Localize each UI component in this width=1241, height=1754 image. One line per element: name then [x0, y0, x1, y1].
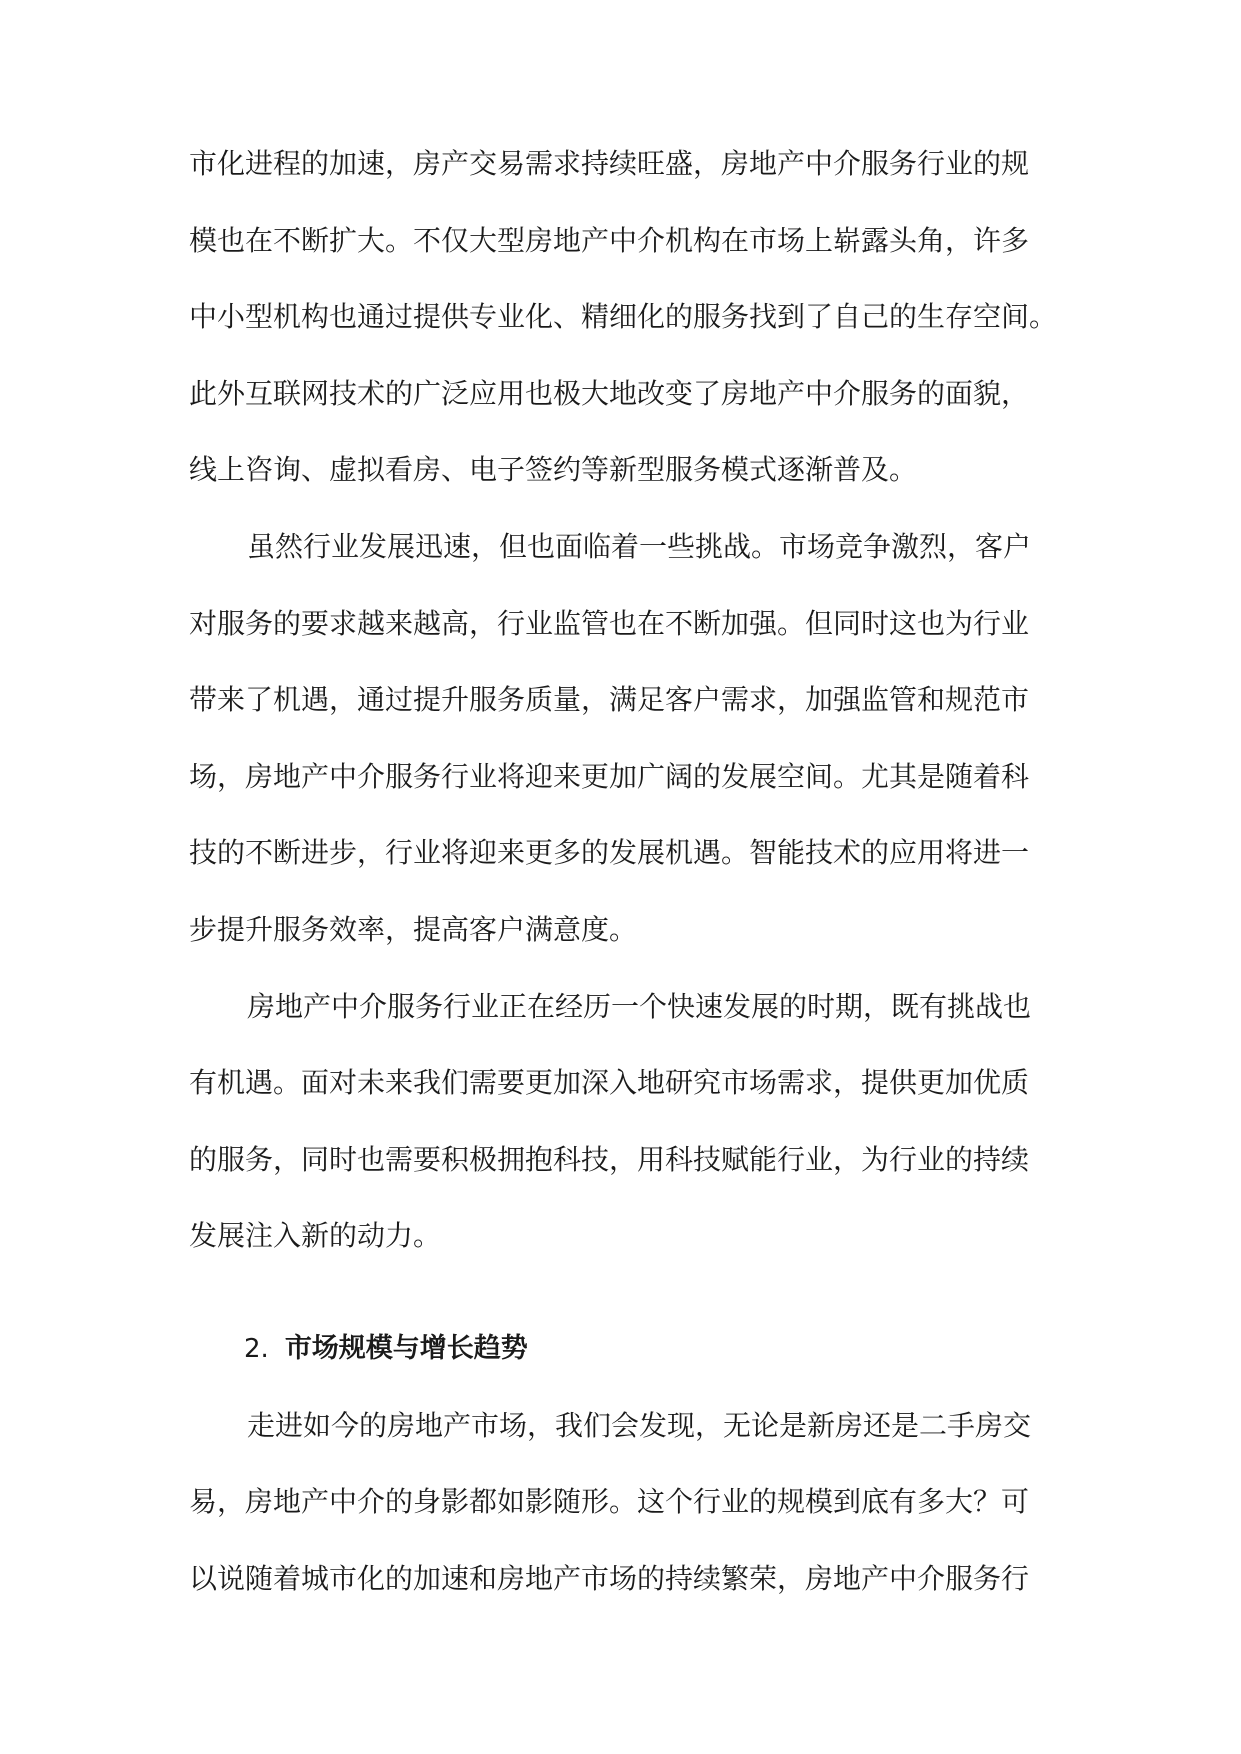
document-body [189, 140, 1059, 1631]
section-paragraph-1 [189, 1402, 1059, 1632]
section-heading [189, 1325, 1059, 1402]
text-line: 中小型机构也通过提供专业化、精细化的服务找到了自己的生存空间。 [189, 300, 1058, 334]
paragraph-1 [189, 140, 1059, 523]
text-line: 的服务，同时也需要积极拥抱科技，用科技赋能行业，为行业的持续 [189, 1142, 1030, 1176]
text-line: 走进如今的房地产市场，我们会发现，无论是新房还是二手房交 [247, 1408, 1032, 1442]
text-line: 虽然行业发展迅速，但也面临着一些挑战。市场竞争激烈，客户 [247, 529, 1032, 563]
text-line: 房地产中介服务行业正在经历一个快速发展的时期，既有挑战也 [247, 989, 1032, 1023]
text-line: 场，房地产中介服务行业将迎来更加广阔的发展空间。尤其是随着科 [189, 759, 1030, 793]
text-line: 以说随着城市化的加速和房地产市场的持续繁荣，房地产中介服务行 [189, 1561, 1030, 1595]
text-line: 此外互联网技术的广泛应用也极大地改变了房地产中介服务的面貌， [189, 376, 1030, 410]
text-line: 市化进程的加速，房产交易需求持续旺盛，房地产中介服务行业的规 [189, 147, 1030, 180]
section-title: 市场规模与增长趋势 [284, 1332, 528, 1364]
paragraph-3 [189, 983, 1059, 1289]
text-line: 步提升服务效率，提高客户满意度。 [189, 912, 638, 946]
text-line: 对服务的要求越来越高，行业监管也在不断加强。但同时这也为行业 [189, 606, 1030, 640]
text-line: 易，房地产中介的身影都如影随形。这个行业的规模到底有多大？可 [189, 1485, 1030, 1519]
text-line: 技的不断进步，行业将迎来更多的发展机遇。智能技术的应用将进一 [189, 836, 1030, 870]
text-line: 发展注入新的动力。 [189, 1219, 442, 1253]
text-line: 有机遇。面对未来我们需要更加深入地研究市场需求，提供更加优质 [189, 1066, 1030, 1100]
section-number: 2. [244, 1333, 269, 1364]
text-line: 模也在不断扩大。不仅大型房地产中介机构在市场上崭露头角，许多 [189, 223, 1030, 257]
text-line: 带来了机遇，通过提升服务质量，满足客户需求，加强监管和规范市 [189, 683, 1030, 717]
text-line: 线上咨询、虚拟看房、电子签约等新型服务模式逐渐普及。 [189, 453, 918, 487]
paragraph-2 [189, 523, 1059, 983]
